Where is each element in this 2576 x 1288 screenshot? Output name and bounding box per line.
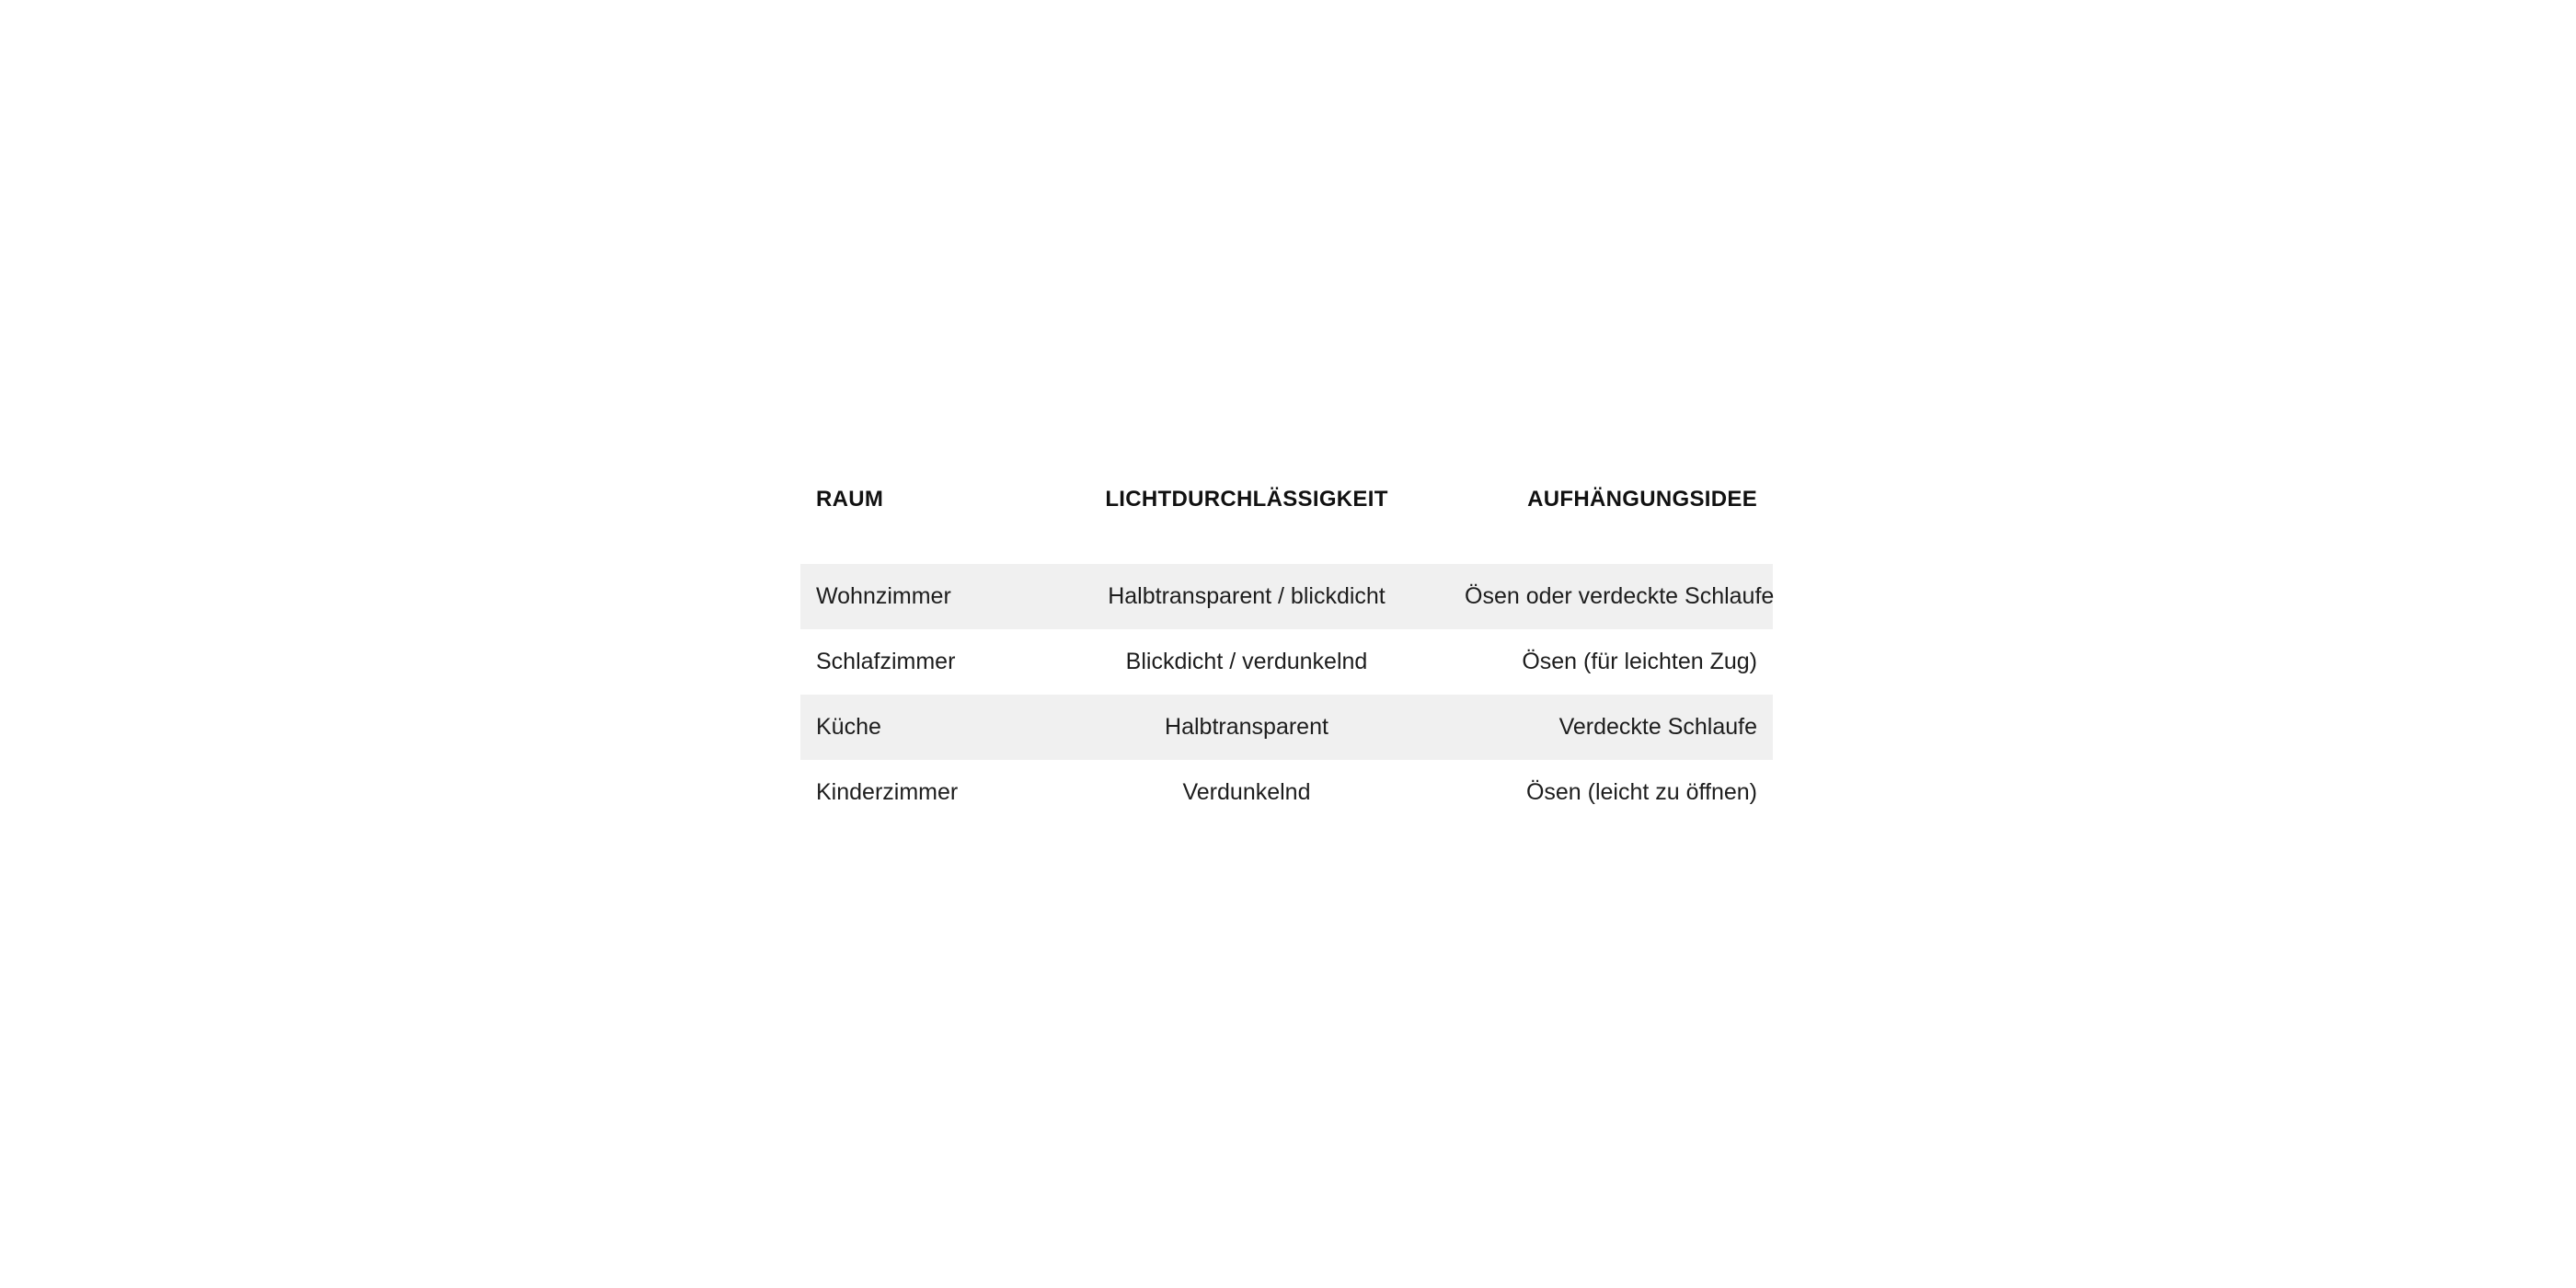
room-curtain-table — [800, 485, 1773, 825]
cell-translucency: Verdunkelnd — [1182, 779, 1311, 805]
cell-hanging: Ösen oder verdeckte Schlaufe — [1465, 583, 1775, 609]
table-row-kueche — [800, 695, 1773, 760]
table-row-kinderzimmer — [800, 760, 1773, 825]
column-header-lichtdurchlaessigkeit: LICHTDURCHLÄSSIGKEIT — [1105, 487, 1388, 512]
cell-translucency: Halbtransparent / blickdicht — [1108, 583, 1386, 609]
cell-room: Kinderzimmer — [816, 779, 959, 805]
table-body — [800, 564, 1773, 825]
table-row-wohnzimmer — [800, 564, 1773, 629]
column-header-raum: RAUM — [816, 487, 884, 512]
table-header-row — [800, 485, 1773, 514]
cell-room: Wohnzimmer — [816, 583, 951, 609]
table-row-schlafzimmer — [800, 629, 1773, 695]
cell-hanging: Ösen (für leichten Zug) — [1522, 649, 1757, 674]
cell-hanging: Ösen (leicht zu öffnen) — [1525, 779, 1757, 805]
cell-translucency: Blickdicht / verdunkelnd — [1125, 649, 1368, 674]
cell-translucency: Halbtransparent — [1165, 714, 1328, 740]
column-header-aufhaengungsidee: AUFHÄNGUNGSIDEE — [1527, 487, 1757, 512]
cell-hanging: Verdeckte Schlaufe — [1558, 714, 1757, 740]
cell-room: Küche — [816, 714, 881, 740]
cell-room: Schlafzimmer — [816, 649, 956, 674]
